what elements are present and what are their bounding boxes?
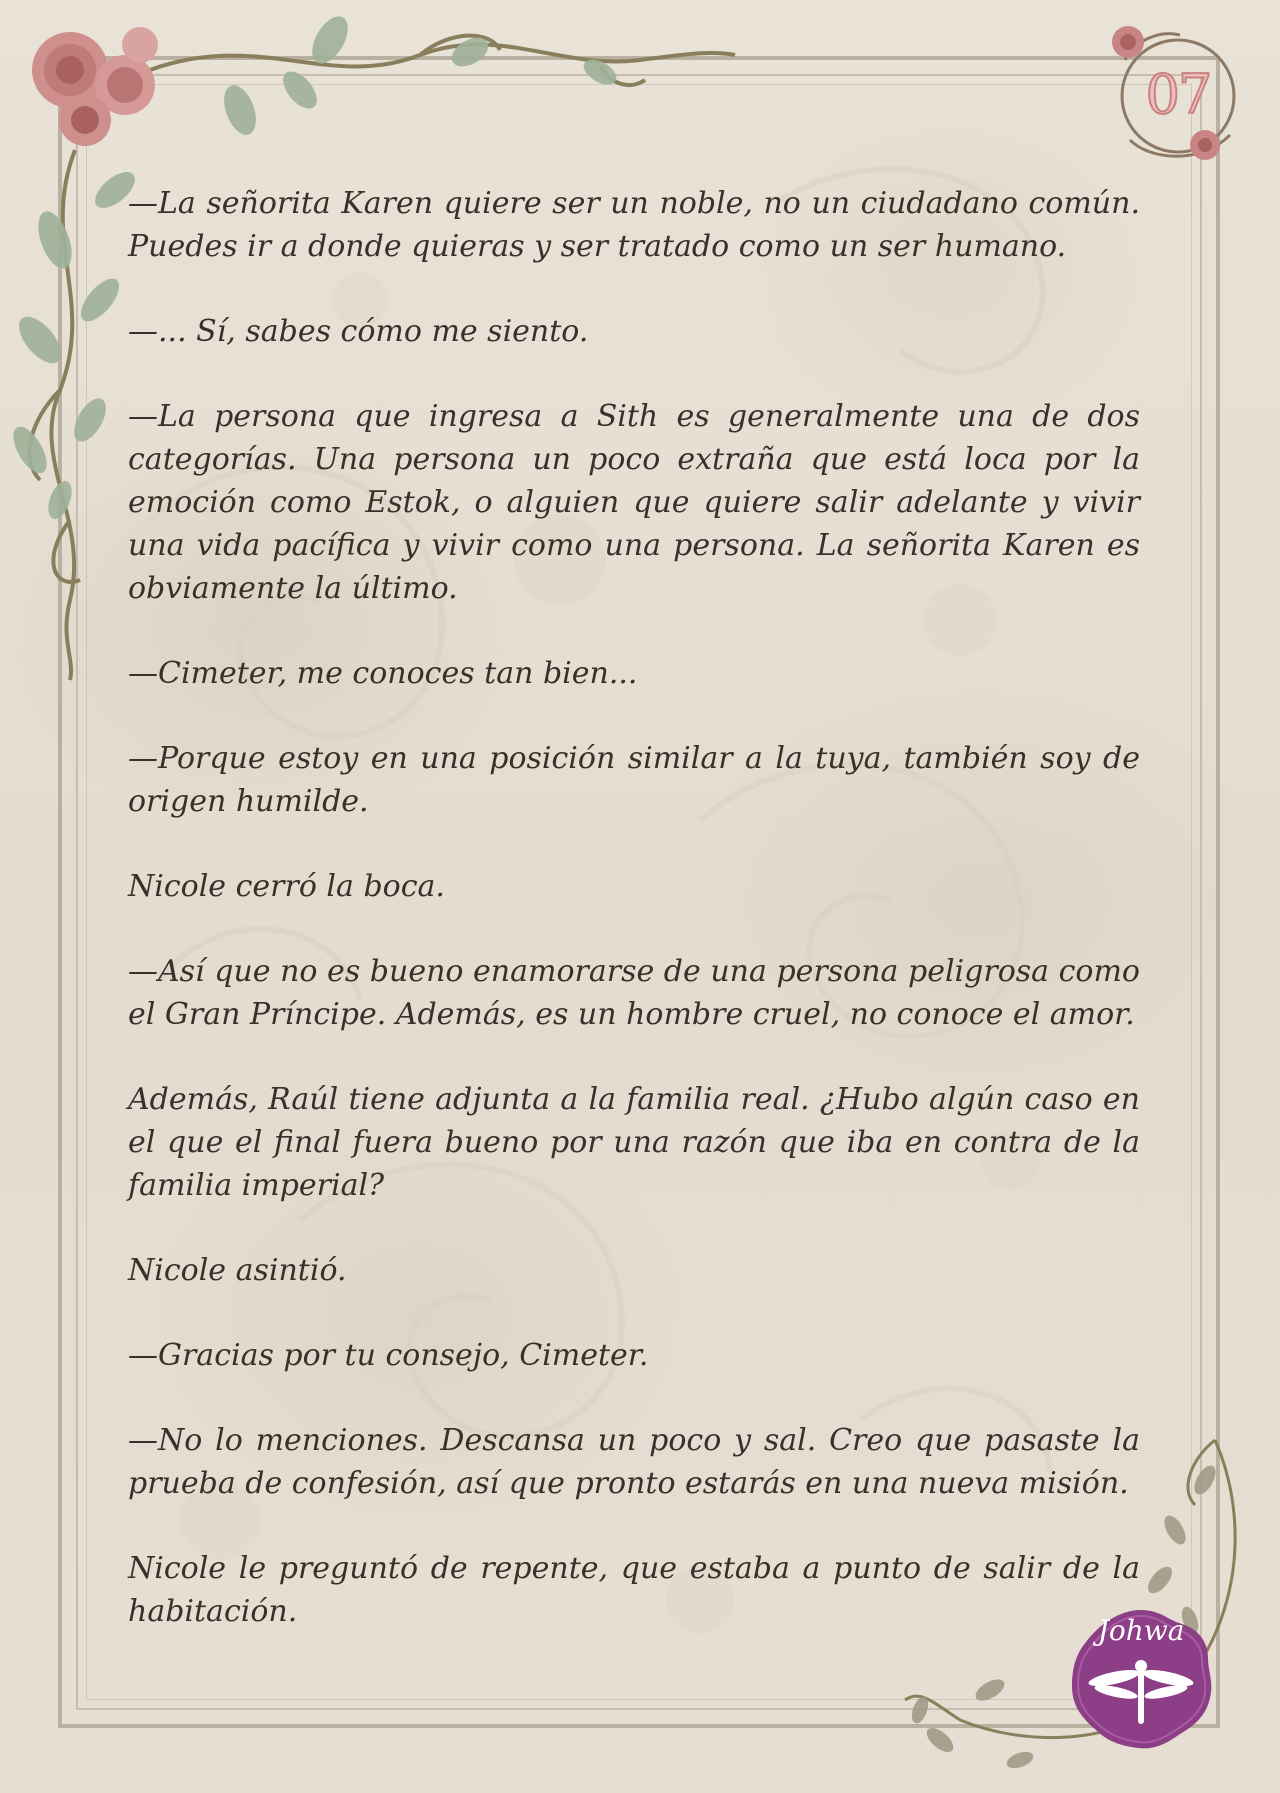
paragraph: Además, Raúl tiene adjunta a la familia real. ¿Hubo algún caso en el que el final fuera bueno por una razón que iba en contra de la familia imperial?	[128, 1082, 1140, 1203]
paragraph: —La persona que ingresa a Sith es generalmente una de dos categorías. Una persona un poco extraña que está loca por la emoción como Estok, o alguien que quiere salir adelante y vivir una vida pacífica y vivir como una persona. La señorita Karen es obviamente la último.	[128, 399, 1140, 606]
paragraph: —No lo menciones. Descansa un poco y sal. Creo que pasaste la prueba de confesión, así que pronto estarás en una nueva misión.	[128, 1423, 1140, 1501]
paragraph: —Porque estoy en una posición similar a la tuya, también soy de origen humilde.	[128, 741, 1140, 819]
top-leaves-icon	[218, 10, 621, 139]
paragraph: —... Sí, sabes cómo me siento.	[128, 314, 589, 349]
paragraph: Nicole cerró la boca.	[128, 869, 445, 904]
top-vine-icon	[150, 36, 735, 85]
left-leaves-icon	[7, 165, 141, 522]
paragraph: —Cimeter, me conoces tan bien...	[128, 656, 638, 691]
paragraph: —La señorita Karen quiere ser un noble, no un ciudadano común. Puedes ir a donde quieras y ser tratado como un ser humano.	[128, 186, 1140, 264]
paragraph: Nicole le preguntó de repente, que estaba a punto de salir de la habitación.	[128, 1551, 1140, 1629]
paragraph: —Así que no es bueno enamorarse de una persona peligrosa como el Gran Príncipe. Además, es un hombre cruel, no conoce el amor.	[128, 954, 1140, 1032]
paragraph: Nicole asintió.	[128, 1253, 347, 1288]
story-text	[128, 182, 1140, 1675]
badge-label: Johwa	[1097, 1614, 1185, 1647]
page-number: 07	[1145, 63, 1211, 126]
rose-cluster-icon	[32, 27, 158, 146]
paragraph: —Gracias por tu consejo, Cimeter.	[128, 1338, 649, 1373]
